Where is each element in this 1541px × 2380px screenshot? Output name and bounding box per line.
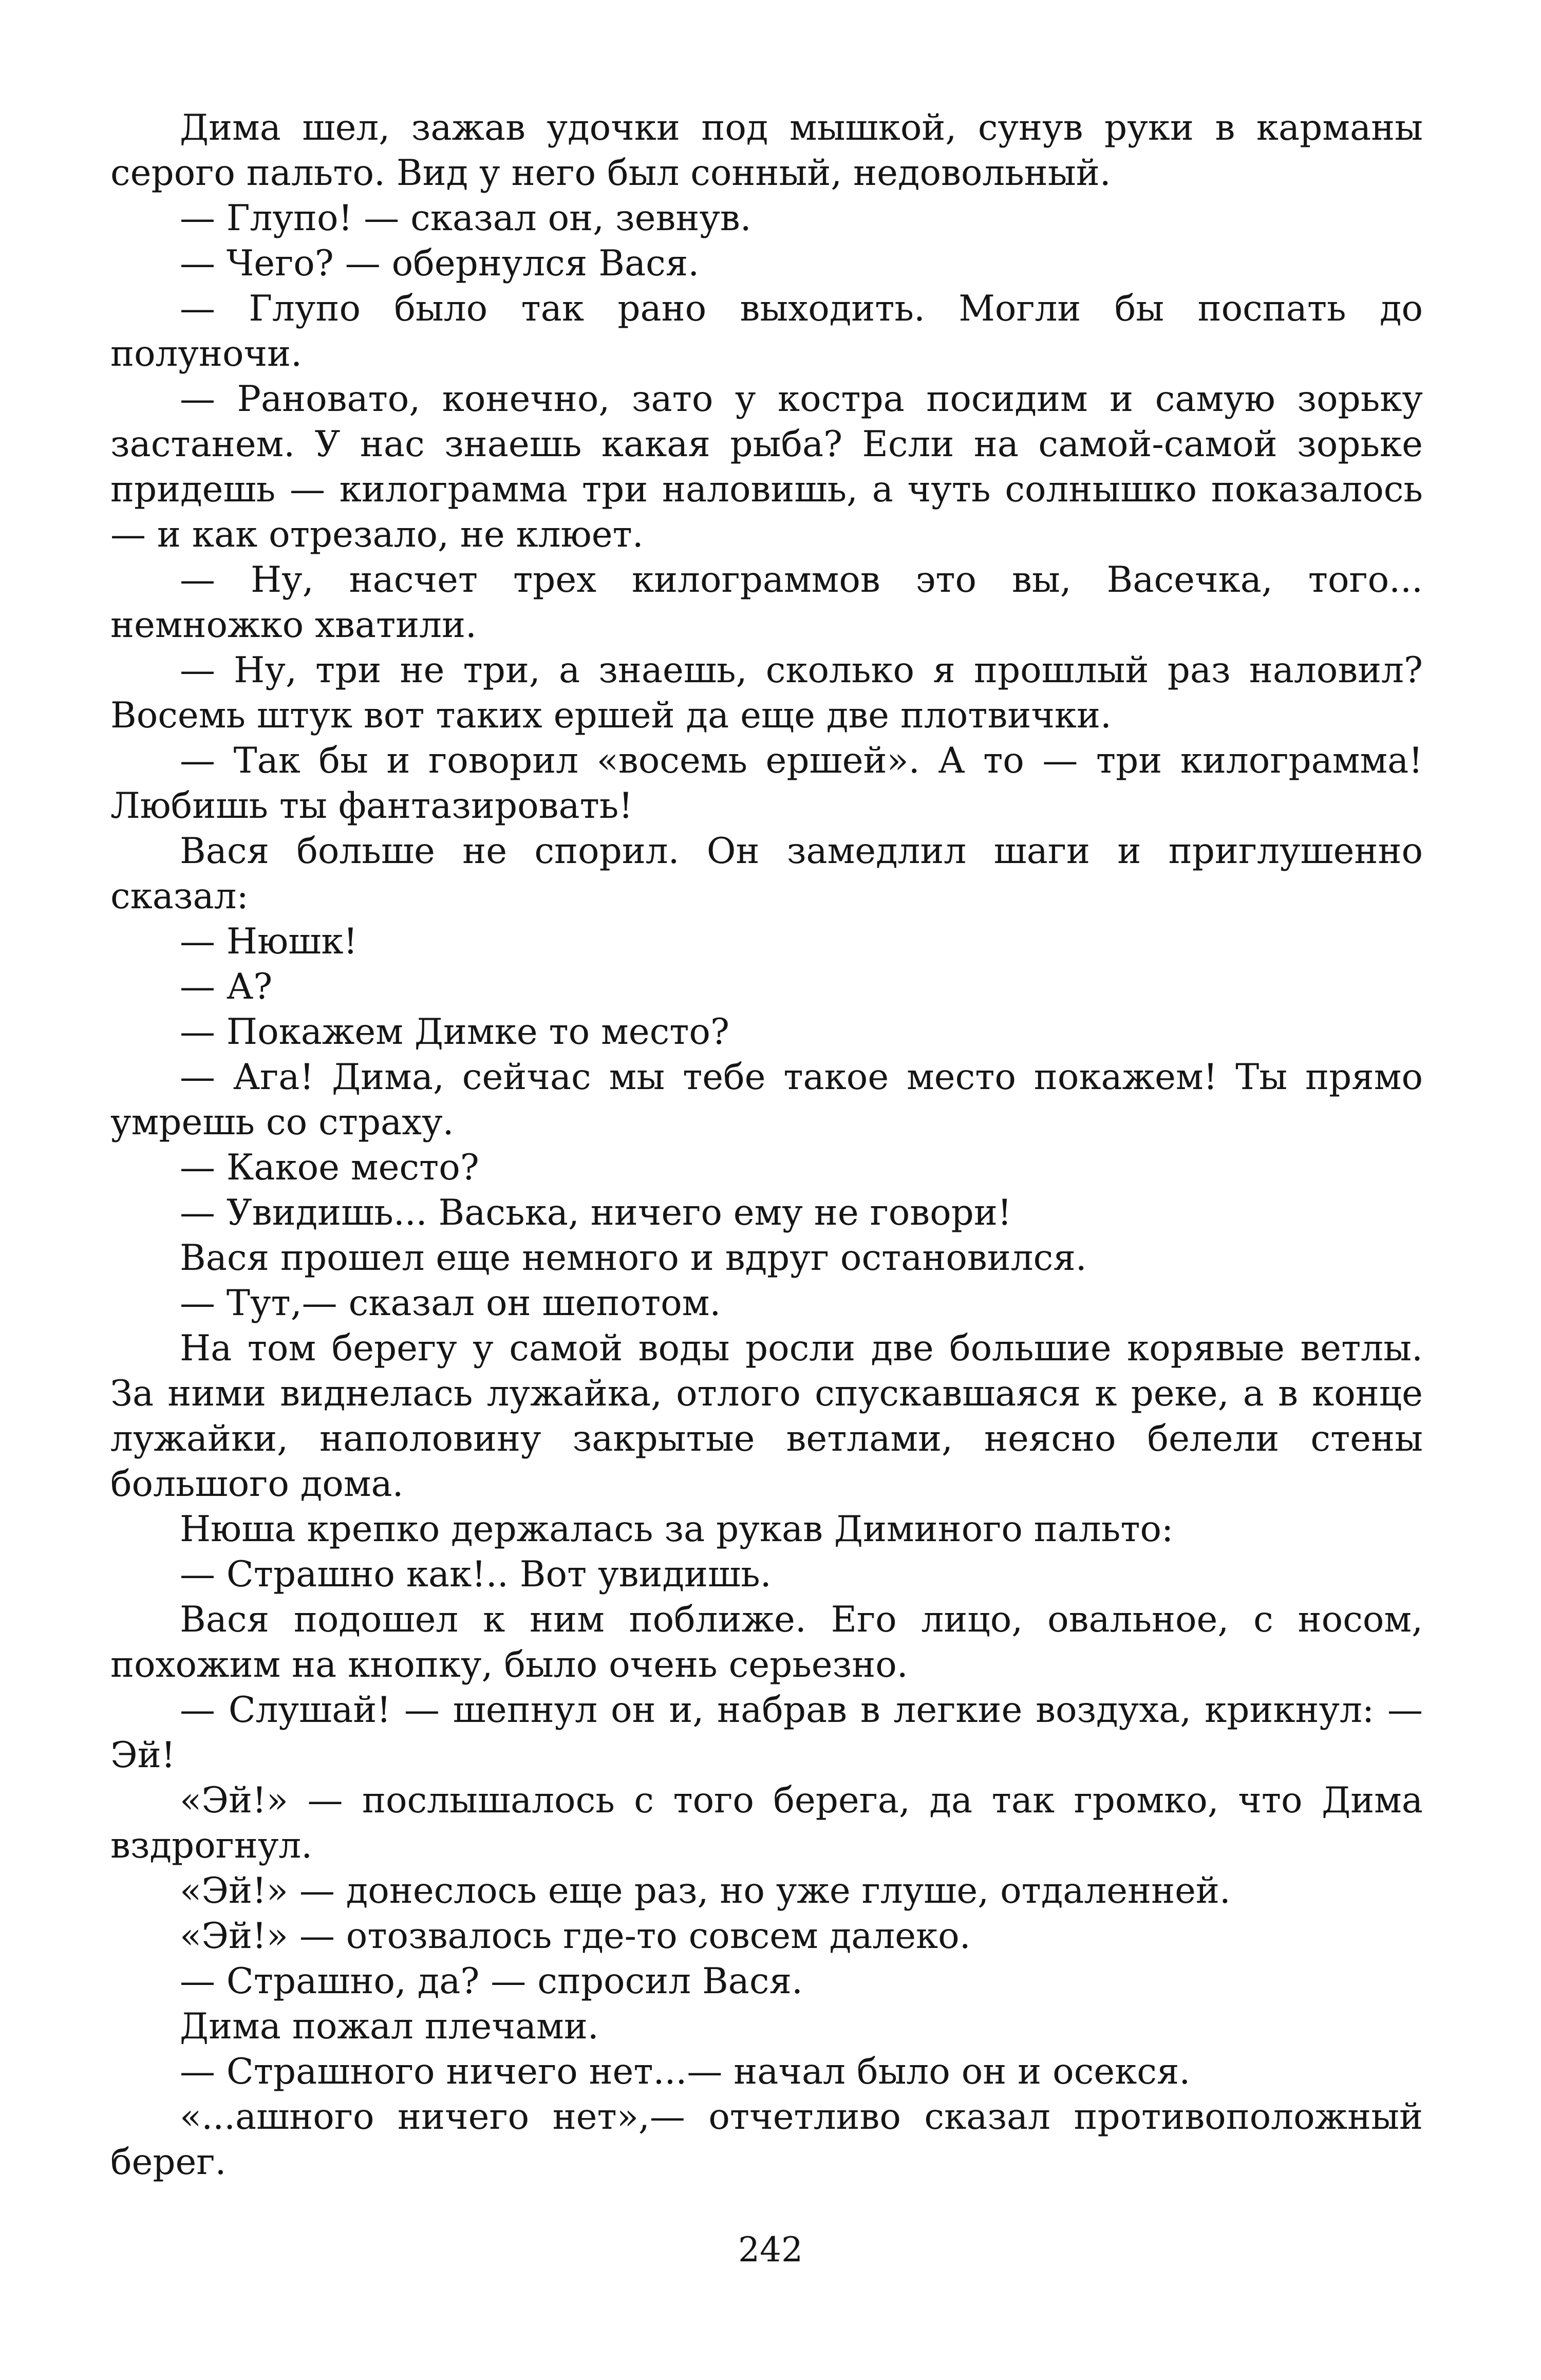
paragraph: — Слушай! — шепнул он и, набрав в легкие воздуха, крикнул: — Эй! bbox=[110, 1690, 1423, 1776]
paragraph: — Тут,— сказал он шепотом. bbox=[180, 1283, 721, 1324]
paragraph: — Ага! Дима, сейчас мы тебе такое место покажем! Ты прямо умрешь со страху. bbox=[110, 1057, 1423, 1143]
paragraph: — Глупо было так рано выходить. Могли бы поспать до полуночи. bbox=[110, 288, 1423, 374]
paragraph: — Рановато, конечно, зато у костра посидим и самую зорьку застанем. У нас знаешь какая рыба? Если на самой-самой зорьке придешь — килограмма три наловишь, а чуть солнышко показалось — и как отрезало, не клюет. bbox=[110, 379, 1423, 555]
paragraph: — Ну, насчет трех килограммов это вы, Васечка, того... немножко хватили. bbox=[110, 559, 1423, 646]
paragraph: — А? bbox=[180, 966, 273, 1007]
paragraph: — Страшно, да? — спросил Вася. bbox=[180, 1961, 803, 2002]
paragraph: — Нюшк! bbox=[180, 921, 358, 962]
page-number: 242 bbox=[738, 2230, 803, 2270]
paragraph: Нюша крепко держалась за рукав Диминого пальто: bbox=[180, 1509, 1174, 1550]
page-body-text bbox=[110, 105, 1423, 2185]
paragraph: Вася прошел еще немного и вдруг остановился. bbox=[180, 1238, 1087, 1279]
paragraph: — Страшно как!.. Вот увидишь. bbox=[180, 1554, 772, 1595]
paragraph: Дима шел, зажав удочки под мышкой, сунув руки в карманы серого пальто. Вид у него был сонный, недовольный. bbox=[110, 107, 1423, 194]
paragraph: — Какое место? bbox=[180, 1147, 479, 1188]
paragraph: «Эй!» — отозвалось где-то совсем далеко. bbox=[180, 1916, 971, 1957]
paragraph: — Глупо! — сказал он, зевнув. bbox=[180, 198, 751, 239]
paragraph: — Покажем Димке то место? bbox=[180, 1011, 729, 1053]
paragraph: «Эй!» — донеслось еще раз, но уже глуше, отдаленней. bbox=[180, 1870, 1231, 1912]
paragraph: — Так бы и говорил «восемь ершей». А то — три килограмма! Любишь ты фантазировать! bbox=[110, 740, 1423, 827]
paragraph: На том берегу у самой воды росли две большие корявые ветлы. За ними виднелась лужайка, отлого спускавшаяся к реке, а в конце лужайки, наполовину закрытые ветлами, неясно белели стены большого дома. bbox=[110, 1328, 1423, 1505]
paragraph: — Увидишь... Васька, ничего ему не говори! bbox=[180, 1192, 1012, 1233]
paragraph: — Страшного ничего нет...— начал было он и осекся. bbox=[180, 2051, 1191, 2092]
paragraph: Дима пожал плечами. bbox=[180, 2006, 599, 2047]
paragraph: «Эй!» — послышалось с того берега, да так громко, что Дима вздрогнул. bbox=[110, 1780, 1423, 1866]
paragraph: Вася подошел к ним поближе. Его лицо, овальное, с носом, похожим на кнопку, было очень серьезно. bbox=[110, 1599, 1423, 1685]
paragraph: Вася больше не спорил. Он замедлил шаги и приглушенно сказал: bbox=[110, 831, 1423, 917]
paragraph: — Чего? — обернулся Вася. bbox=[180, 243, 700, 284]
paragraph: «...ашного ничего нет»,— отчетливо сказал противоположный берег. bbox=[110, 2096, 1423, 2183]
paragraph: — Ну, три не три, а знаешь, сколько я прошлый раз наловил? Восемь штук вот таких ершей да еще две плотвички. bbox=[110, 650, 1423, 736]
